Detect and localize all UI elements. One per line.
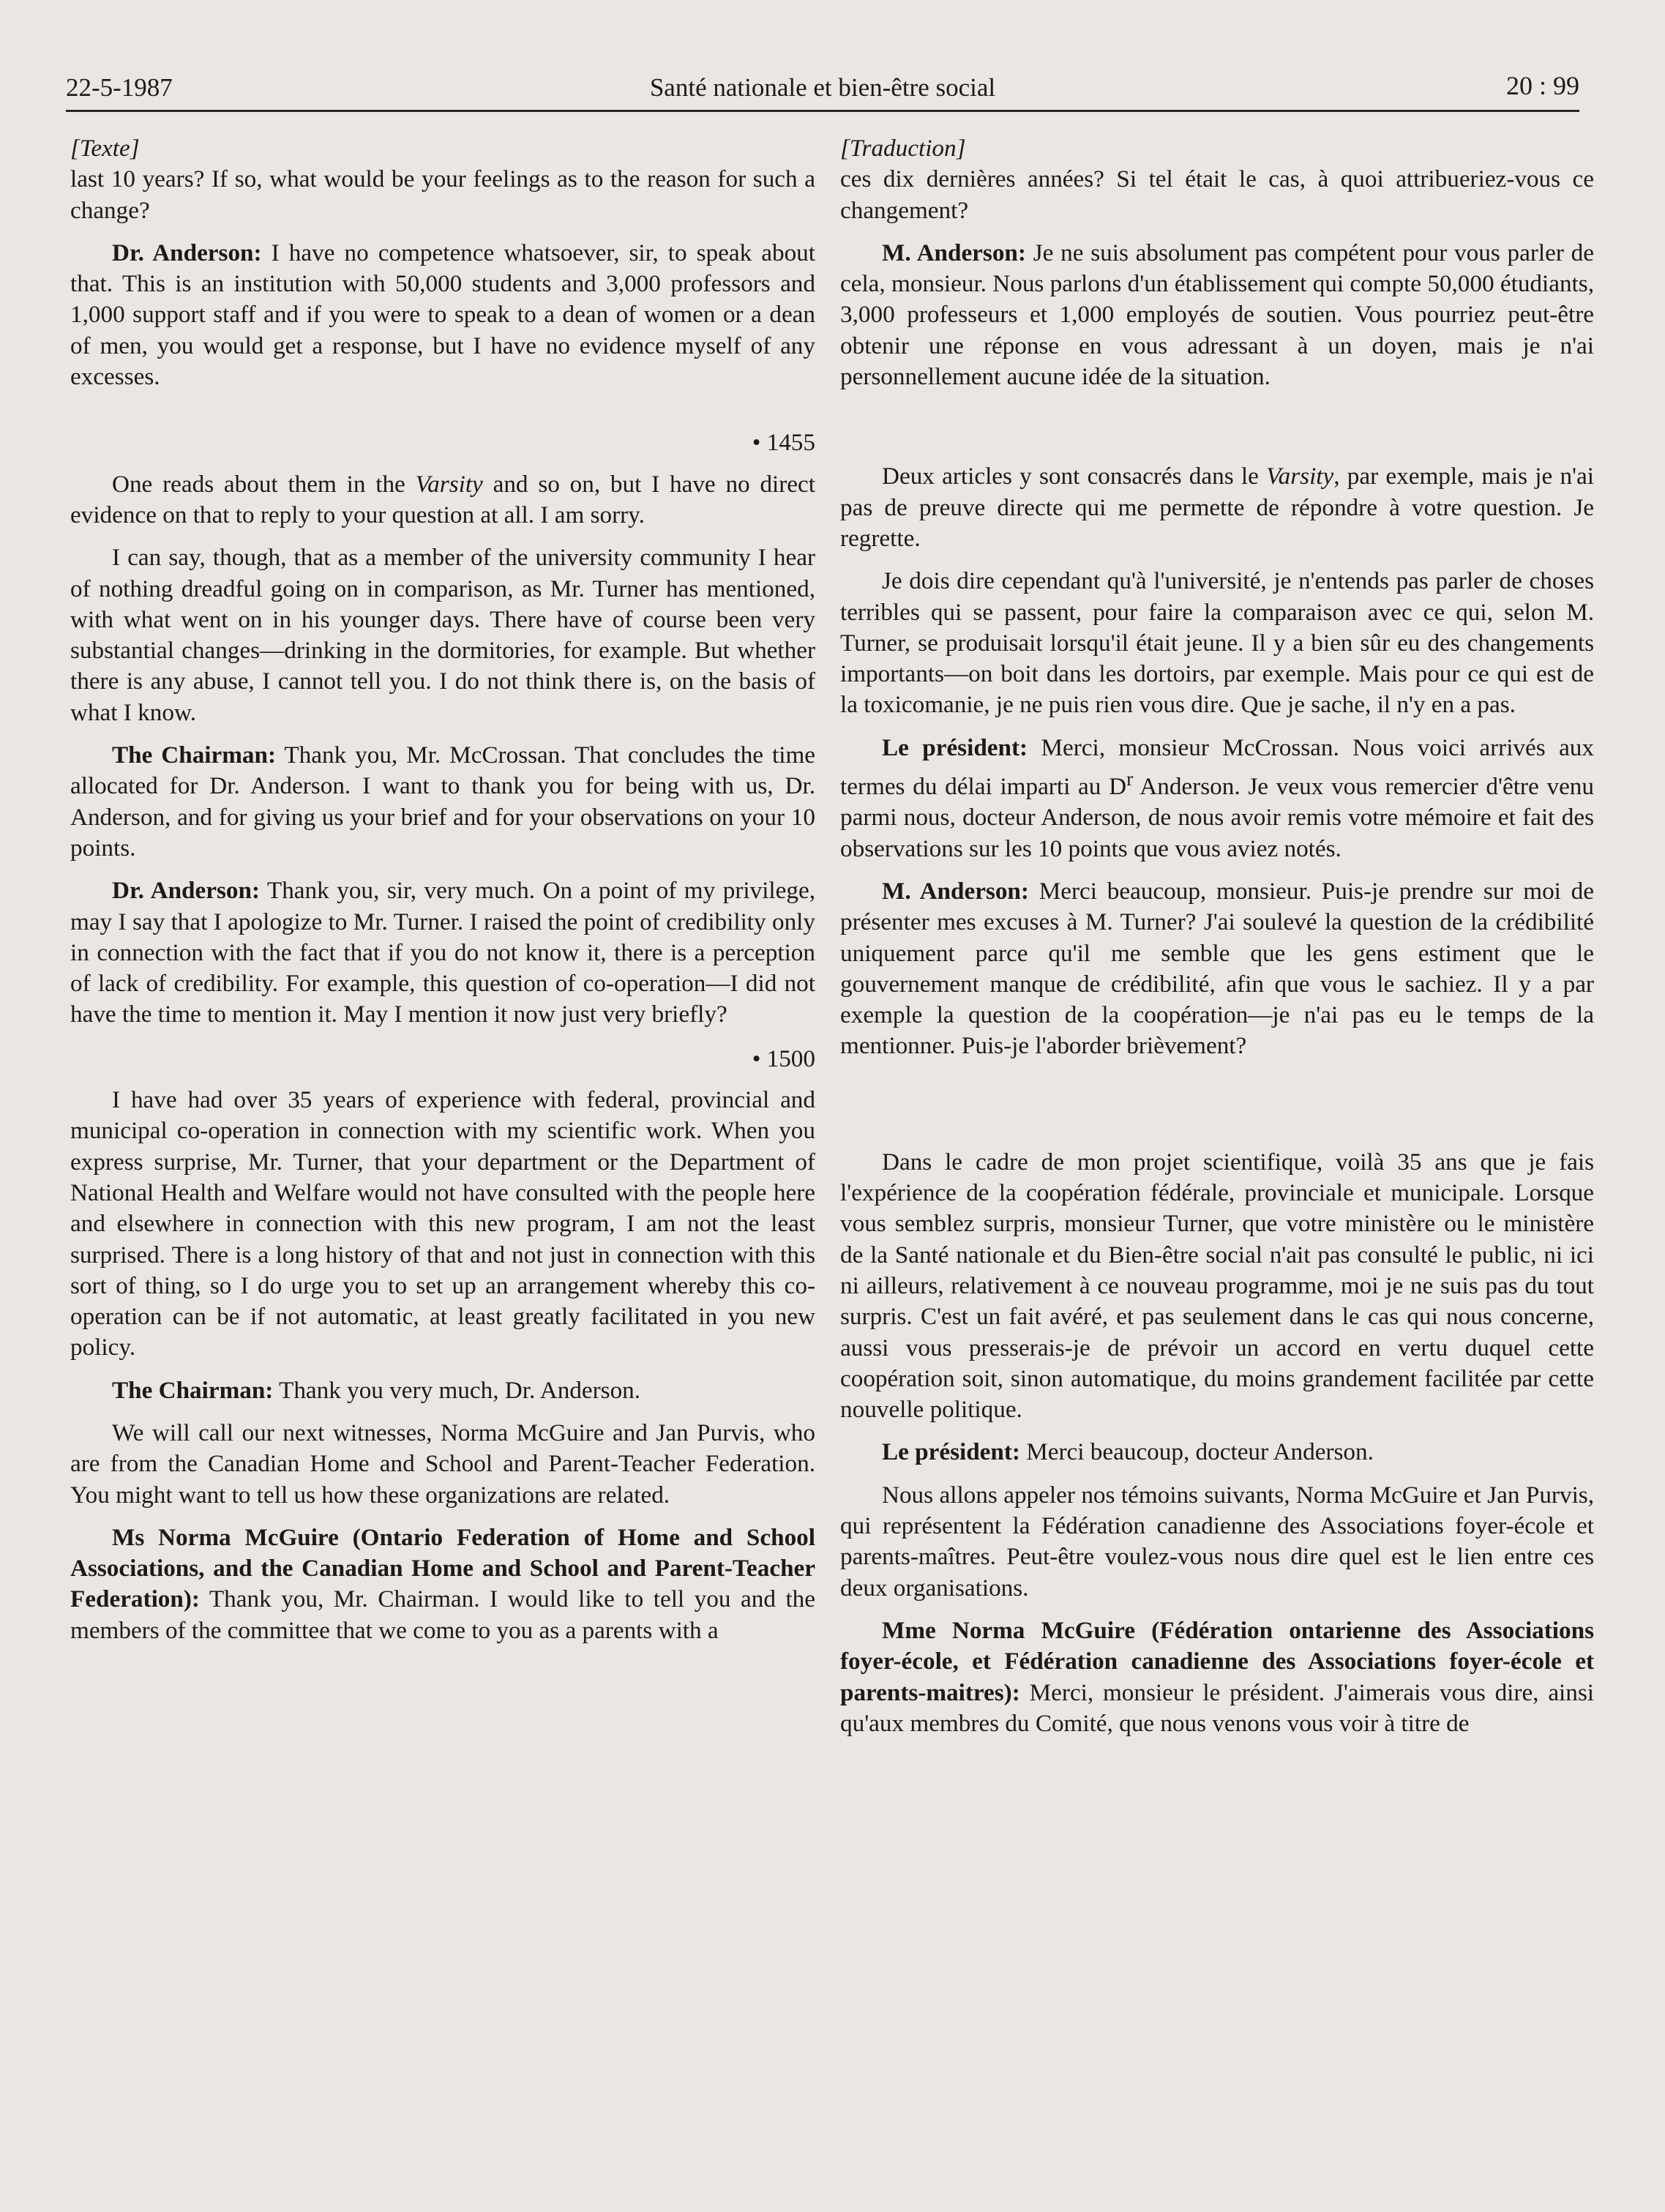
english-column bbox=[70, 133, 815, 1658]
speaker-label: Le président: bbox=[882, 733, 1028, 761]
speech-text: Merci, monsieur le président. J'aimerais vous dire, ainsi qu'aux membres du Comité, que nous venons vous voir à titre de bbox=[840, 1678, 1594, 1737]
speech-text: Je ne suis absolument pas compétent pour vous parler de cela, monsieur. Nous parlons d'un établissement qui compte 50,000 étudiants, 3,000 professeurs et 1,000 employés de soutien. Vous pourriez peut-être obtenir une réponse en vous adressant à un doyen, mais je n'ai personnellement aucune idée de la situation. bbox=[840, 239, 1594, 391]
paragraph: ces dix dernières années? Si tel était le cas, à quoi attribueriez-vous ce changement? bbox=[840, 165, 1594, 224]
speech-text: Thank you, Mr. Chairman. I would like to tell you and the members of the committee that we come to you as a parents with a bbox=[70, 1585, 815, 1644]
speech-text: Thank you, sir, very much. On a point of my privilege, may I say that I apologize to Mr. Turner. I raised the point of credibility only in connection with the fact that if you do not know it, there is a perception of lack of credibility. For example, this question of co-operation—I did not have the time to mention it. May I mention it now just very briefly? bbox=[70, 877, 815, 1028]
header-date: 22-5-1987 bbox=[66, 73, 173, 102]
paragraph bbox=[70, 1522, 815, 1646]
publication-name: Varsity bbox=[1266, 463, 1334, 490]
speech-text: Thank you very much, Dr. Anderson. bbox=[273, 1376, 641, 1404]
column-marker: [Traduction] bbox=[840, 135, 966, 162]
page-header bbox=[66, 67, 1579, 112]
speaker-label: Dr. Anderson: bbox=[112, 239, 262, 266]
speaker-label: M. Anderson: bbox=[882, 878, 1029, 905]
speech-text: I have no competence whatsoever, sir, to speak about that. This is an institution with 50,000 students and 3,000 professors and 1,000 support staff and if you were to speak to a dean of women or a dean of men, you would get a response, but I have no evidence myself of any excesses. bbox=[70, 239, 815, 391]
paragraph: I have had over 35 years of experience with federal, provincial and municipal co-operation in connection with my scientific work. When you express surprise, Mr. Turner, that your department or the Department of National Health and Welfare would not have consulted with the people here and elsewhere in connection with this new program, I am not the least surprised. There is a long history of that and not just in connection with this sort of thing, so I do urge you to set up an arrangement whereby this co-operation can be if not automatic, at least greatly facilitated in you new policy. bbox=[70, 1086, 815, 1361]
header-title: Santé nationale et bien-être social bbox=[649, 73, 996, 102]
paragraph: I can say, though, that as a member of the university community I hear of nothing dreadful going on in comparison, as Mr. Turner has mentioned, with what went on in his younger days. There have of course been very substantial changes—drinking in the dormitories, for example. But whether there is any abuse, I cannot tell you. I do not think there is, on the basis of what I know. bbox=[70, 544, 815, 726]
speech-text: Merci beaucoup, monsieur. Puis-je prendre sur moi de présenter mes excuses à M. Turner? J'ai soulevé la question de la crédibilité uniquement parce qu'il me semble que les gens estiment que le gouvernement manque de crédibilité, afin que vous le sachiez. Il y a par exemple la question de la coopération—je n'ai pas eu le temps de la mentionner. Puis-je l'aborder brièvement? bbox=[840, 878, 1594, 1060]
paragraph bbox=[840, 876, 1594, 1062]
paragraph: Dans le cadre de mon projet scientifique, voilà 35 ans que je fais l'expérience de la coopération fédérale, provinciale et municipale. Lorsque vous semblez surpris, monsieur Turner, que votre ministère ou le ministère de la Santé nationale et du Bien-être social n'ait pas consulté le public, ni ici ni ailleurs, relativement à ce nouveau programme, moi je ne suis pas du tout surpris. C'est un fait avéré, et pas seulement dans le cas qui nous concerne, aussi vous presserais-je de prévoir un accord en vertu duquel cette coopération soit, sinon automatique, du moins grandement facilitée par cette nouvelle politique. bbox=[840, 1148, 1594, 1424]
superscript: r bbox=[1126, 767, 1134, 791]
paragraph bbox=[70, 238, 815, 392]
paragraph: We will call our next witnesses, Norma McGuire and Jan Purvis, who are from the Canadian Home and School and Parent-Teacher Federation. You might want to tell us how these organizations are related. bbox=[70, 1419, 815, 1509]
paragraph bbox=[70, 740, 815, 864]
timestamp: • 1455 bbox=[752, 429, 815, 457]
publication-name: Varsity bbox=[415, 470, 483, 498]
speaker-label: Dr. Anderson: bbox=[112, 877, 260, 905]
speech-text: Thank you, Mr. McCrossan. That concludes the time allocated for Dr. Anderson. I want to thank you for being with us, Dr. Anderson, and for giving us your brief and for your observations on your 10 points. bbox=[70, 741, 815, 862]
speaker-label: Ms Norma McGuire (Ontario Federation of Home and School Associations, and the Canadian Home and School and Parent-Teacher Federation): bbox=[70, 1523, 815, 1613]
paragraph: last 10 years? If so, what would be your feelings as to the reason for such a change? bbox=[70, 165, 815, 224]
speaker-label: M. Anderson: bbox=[882, 239, 1026, 266]
paragraph: One reads about them in the Varsity and so on, but I have no direct evidence on that to reply to your question at all. I am sorry. bbox=[70, 470, 815, 528]
header-page-number: 20 : 99 bbox=[1505, 71, 1579, 100]
paragraph: Deux articles y sont consacrés dans le Varsity, par exemple, mais je n'ai pas de preuve directe qui me permette de répondre à votre question. Je regrette. bbox=[840, 463, 1594, 552]
paragraph: Nous allons appeler nos témoins suivants, Norma McGuire et Jan Purvis, qui représentent la Fédération canadienne des Associations foyer-école et parents-maîtres. Peut-être voulez-vous nous dire quel est le lien entre ces deux organisations. bbox=[840, 1481, 1594, 1602]
column-marker: [Texte] bbox=[70, 135, 140, 162]
paragraph: Le président: Merci, monsieur McCrossan. Nous voici arrivés aux termes du délai imparti au $D^r$ Anderson. Je veux vous remercier d'être venu parmi nous, docteur Anderson, de nous avoir remis votre mémoire et fait des observations sur les 10 points que vous aviez notés. bbox=[840, 733, 1594, 862]
speech-text: Merci beaucoup, docteur Anderson. bbox=[1019, 1438, 1374, 1466]
paragraph bbox=[70, 875, 815, 1030]
speaker-label: The Chairman: bbox=[112, 1376, 274, 1404]
speaker-label: Le président: bbox=[882, 1438, 1020, 1466]
paragraph bbox=[840, 1615, 1594, 1739]
paragraph bbox=[840, 1437, 1594, 1468]
speaker-label: The Chairman: bbox=[112, 741, 277, 769]
paragraph bbox=[840, 238, 1594, 392]
speaker-label: Mme Norma McGuire (Fédération ontarienne des Associations foyer-école, et Fédération canadienne des Associations foyer-école et parents-maitres): bbox=[840, 1616, 1594, 1706]
french-column bbox=[840, 133, 1594, 1751]
paragraph bbox=[70, 1375, 815, 1406]
paragraph: Je dois dire cependant qu'à l'université, je n'entends pas parler de choses terribles qui se passent, pour faire la comparaison avec ce qui, selon M. Turner, se produisait lorsqu'il était jeune. Il y a bien sûr eu des changements importants—on boit dans les dortoirs, par exemple. Mais pour ce qui est de la toxicomanie, je ne puis rien vous dire. Que je sache, il n'y en a pas. bbox=[840, 567, 1594, 719]
timestamp: • 1500 bbox=[752, 1045, 815, 1072]
